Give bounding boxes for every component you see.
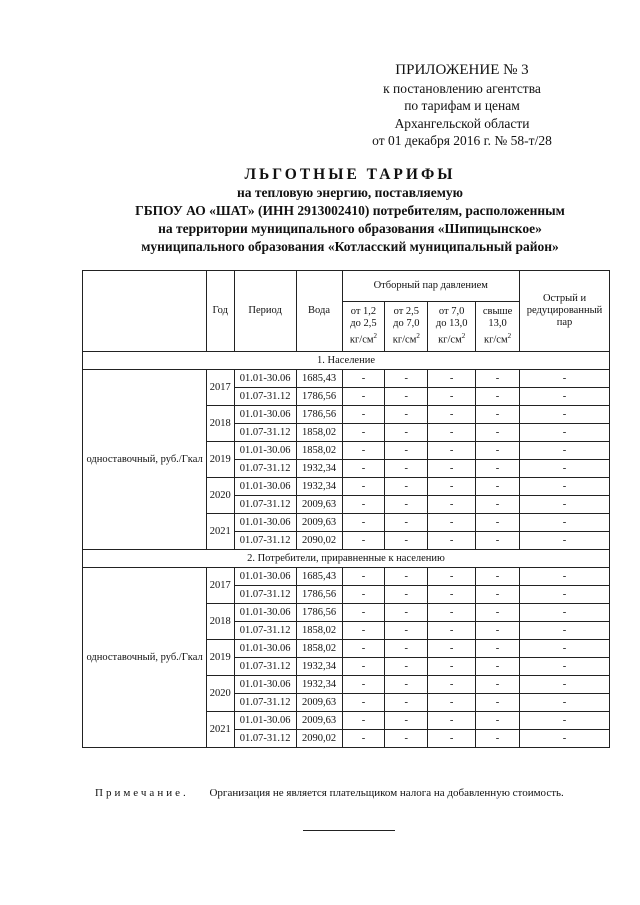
dash-cell: - bbox=[520, 640, 610, 658]
dash-cell: - bbox=[520, 532, 610, 550]
dash-cell: - bbox=[476, 406, 520, 424]
period-cell: 01.07-31.12 bbox=[234, 532, 296, 550]
table-header bbox=[83, 271, 610, 352]
section-row bbox=[83, 550, 610, 568]
water-tariff-cell: 2009,63 bbox=[296, 514, 342, 532]
period-cell: 01.07-31.12 bbox=[234, 424, 296, 442]
water-tariff-cell: 2090,02 bbox=[296, 532, 342, 550]
dash-cell: - bbox=[476, 460, 520, 478]
water-tariff-cell: 1932,34 bbox=[296, 658, 342, 676]
period-cell: 01.01-30.06 bbox=[234, 712, 296, 730]
header-steam: Отборный пар давлением bbox=[342, 271, 520, 302]
dash-cell: - bbox=[342, 442, 385, 460]
dash-cell: - bbox=[520, 658, 610, 676]
dash-cell: - bbox=[520, 388, 610, 406]
dash-cell: - bbox=[520, 424, 610, 442]
dash-cell: - bbox=[342, 406, 385, 424]
appendix-line: по тарифам и ценам bbox=[404, 98, 520, 113]
dash-cell: - bbox=[342, 388, 385, 406]
dash-cell: - bbox=[428, 622, 476, 640]
section-title: 1. Население bbox=[83, 352, 610, 370]
period-cell: 01.07-31.12 bbox=[234, 694, 296, 712]
period-cell: 01.01-30.06 bbox=[234, 640, 296, 658]
section-row bbox=[83, 352, 610, 370]
period-cell: 01.07-31.12 bbox=[234, 658, 296, 676]
water-tariff-cell: 1858,02 bbox=[296, 424, 342, 442]
dash-cell: - bbox=[428, 658, 476, 676]
dash-cell: - bbox=[342, 370, 385, 388]
dash-cell: - bbox=[476, 712, 520, 730]
header-pressure-4: свыше 13,0 $кг/см^2$ bbox=[476, 302, 520, 352]
year-cell: 2018 bbox=[206, 406, 234, 442]
dash-cell: - bbox=[520, 676, 610, 694]
dash-cell: - bbox=[520, 514, 610, 532]
dash-cell: - bbox=[520, 370, 610, 388]
appendix-line: Архангельской области bbox=[394, 115, 530, 131]
consumer-type: одноставочный, руб./Гкал bbox=[83, 568, 207, 748]
dash-cell: - bbox=[385, 496, 428, 514]
dash-cell: - bbox=[428, 388, 476, 406]
dash-cell: - bbox=[476, 622, 520, 640]
dash-cell: - bbox=[342, 424, 385, 442]
dash-cell: - bbox=[520, 406, 610, 424]
dash-cell: - bbox=[342, 568, 385, 586]
water-tariff-cell: 1858,02 bbox=[296, 640, 342, 658]
dash-cell: - bbox=[428, 676, 476, 694]
dash-cell: - bbox=[385, 604, 428, 622]
dash-cell: - bbox=[520, 712, 610, 730]
tariff-table bbox=[82, 270, 610, 748]
dash-cell: - bbox=[428, 370, 476, 388]
period-cell: 01.01-30.06 bbox=[234, 370, 296, 388]
dash-cell: - bbox=[385, 712, 428, 730]
title-line: муниципального образования «Котласский муниципальный район» bbox=[141, 239, 559, 254]
dash-cell: - bbox=[476, 586, 520, 604]
dash-cell: - bbox=[428, 640, 476, 658]
dash-cell: - bbox=[342, 730, 385, 748]
dash-cell: - bbox=[520, 622, 610, 640]
period-cell: 01.07-31.12 bbox=[234, 460, 296, 478]
period-cell: 01.07-31.12 bbox=[234, 388, 296, 406]
water-tariff-cell: 1786,56 bbox=[296, 388, 342, 406]
water-tariff-cell: 1685,43 bbox=[296, 370, 342, 388]
dash-cell: - bbox=[428, 694, 476, 712]
dash-cell: - bbox=[520, 694, 610, 712]
dash-cell: - bbox=[385, 424, 428, 442]
dash-cell: - bbox=[342, 496, 385, 514]
dash-cell: - bbox=[520, 586, 610, 604]
dash-cell: - bbox=[428, 568, 476, 586]
water-tariff-cell: 2090,02 bbox=[296, 730, 342, 748]
year-cell: 2020 bbox=[206, 676, 234, 712]
dash-cell: - bbox=[385, 406, 428, 424]
note bbox=[95, 787, 564, 799]
separator-line bbox=[303, 830, 395, 831]
dash-cell: - bbox=[520, 604, 610, 622]
title-main: ЛЬГОТНЫЕ ТАРИФЫ bbox=[244, 166, 456, 183]
water-tariff-cell: 1858,02 bbox=[296, 622, 342, 640]
title-line: на тепловую энергию, поставляемую bbox=[237, 185, 463, 200]
header-pressure-2: от 2,5 до 7,0 $кг/см^2$ bbox=[385, 302, 428, 352]
year-cell: 2020 bbox=[206, 478, 234, 514]
section-title: 2. Потребители, приравненные к населению bbox=[83, 550, 610, 568]
dash-cell: - bbox=[476, 370, 520, 388]
dash-cell: - bbox=[385, 370, 428, 388]
year-cell: 2019 bbox=[206, 640, 234, 676]
dash-cell: - bbox=[385, 586, 428, 604]
header-pressure-1: от 1,2 до 2,5 $кг/см^2$ bbox=[342, 302, 385, 352]
dash-cell: - bbox=[476, 496, 520, 514]
dash-cell: - bbox=[385, 676, 428, 694]
year-cell: 2018 bbox=[206, 604, 234, 640]
dash-cell: - bbox=[428, 460, 476, 478]
dash-cell: - bbox=[520, 460, 610, 478]
dash-cell: - bbox=[385, 640, 428, 658]
period-cell: 01.01-30.06 bbox=[234, 676, 296, 694]
header-pressure-3: от 7,0 до 13,0 $кг/см^2$ bbox=[428, 302, 476, 352]
water-tariff-cell: 1932,34 bbox=[296, 460, 342, 478]
appendix-line: от 01 декабря 2016 г. № 58-т/28 bbox=[372, 133, 552, 148]
header-year: Год bbox=[206, 271, 234, 352]
dash-cell: - bbox=[385, 478, 428, 496]
header-period: Период bbox=[234, 271, 296, 352]
year-cell: 2019 bbox=[206, 442, 234, 478]
water-tariff-cell: 1932,34 bbox=[296, 478, 342, 496]
water-tariff-cell: 1786,56 bbox=[296, 406, 342, 424]
dash-cell: - bbox=[385, 442, 428, 460]
dash-cell: - bbox=[476, 604, 520, 622]
dash-cell: - bbox=[428, 514, 476, 532]
dash-cell: - bbox=[385, 730, 428, 748]
water-tariff-cell: 1858,02 bbox=[296, 442, 342, 460]
table-body bbox=[83, 352, 610, 748]
water-tariff-cell: 1685,43 bbox=[296, 568, 342, 586]
dash-cell: - bbox=[476, 478, 520, 496]
year-cell: 2017 bbox=[206, 568, 234, 604]
table-row bbox=[83, 370, 610, 388]
period-cell: 01.01-30.06 bbox=[234, 406, 296, 424]
dash-cell: - bbox=[520, 442, 610, 460]
dash-cell: - bbox=[385, 568, 428, 586]
dash-cell: - bbox=[476, 532, 520, 550]
dash-cell: - bbox=[476, 658, 520, 676]
dash-cell: - bbox=[385, 658, 428, 676]
dash-cell: - bbox=[476, 694, 520, 712]
appendix-line: к постановлению агентства bbox=[383, 80, 541, 96]
period-cell: 01.01-30.06 bbox=[234, 514, 296, 532]
dash-cell: - bbox=[428, 406, 476, 424]
dash-cell: - bbox=[476, 730, 520, 748]
dash-cell: - bbox=[342, 712, 385, 730]
dash-cell: - bbox=[342, 514, 385, 532]
title-line: ГБПОУ АО «ШАТ» (ИНН 2913002410) потребителям, расположенным bbox=[135, 203, 565, 218]
dash-cell: - bbox=[428, 424, 476, 442]
dash-cell: - bbox=[428, 586, 476, 604]
dash-cell: - bbox=[520, 730, 610, 748]
header-sharp-steam: Острый и редуцированный пар bbox=[520, 271, 610, 352]
water-tariff-cell: 1786,56 bbox=[296, 586, 342, 604]
note-text: Организация не является плательщиком налога на добавленную стоимость. bbox=[209, 787, 564, 799]
document-title bbox=[70, 166, 630, 256]
note-label: Примечание. bbox=[95, 787, 189, 799]
dash-cell: - bbox=[428, 730, 476, 748]
dash-cell: - bbox=[385, 622, 428, 640]
dash-cell: - bbox=[476, 514, 520, 532]
dash-cell: - bbox=[385, 460, 428, 478]
dash-cell: - bbox=[342, 478, 385, 496]
dash-cell: - bbox=[476, 568, 520, 586]
dash-cell: - bbox=[385, 694, 428, 712]
dash-cell: - bbox=[476, 442, 520, 460]
period-cell: 01.07-31.12 bbox=[234, 622, 296, 640]
dash-cell: - bbox=[342, 586, 385, 604]
dash-cell: - bbox=[385, 388, 428, 406]
header-blank bbox=[83, 271, 207, 352]
year-cell: 2021 bbox=[206, 514, 234, 550]
dash-cell: - bbox=[476, 424, 520, 442]
period-cell: 01.07-31.12 bbox=[234, 496, 296, 514]
year-cell: 2021 bbox=[206, 712, 234, 748]
dash-cell: - bbox=[428, 604, 476, 622]
appendix-number: ПРИЛОЖЕНИЕ № 3 bbox=[395, 62, 529, 78]
dash-cell: - bbox=[428, 442, 476, 460]
dash-cell: - bbox=[520, 478, 610, 496]
dash-cell: - bbox=[520, 568, 610, 586]
dash-cell: - bbox=[385, 532, 428, 550]
dash-cell: - bbox=[342, 640, 385, 658]
title-line: на территории муниципального образования «Шипицынское» bbox=[158, 221, 542, 236]
dash-cell: - bbox=[520, 496, 610, 514]
dash-cell: - bbox=[342, 622, 385, 640]
appendix-block bbox=[342, 62, 582, 150]
water-tariff-cell: 1786,56 bbox=[296, 604, 342, 622]
dash-cell: - bbox=[342, 676, 385, 694]
dash-cell: - bbox=[428, 532, 476, 550]
water-tariff-cell: 2009,63 bbox=[296, 694, 342, 712]
dash-cell: - bbox=[428, 496, 476, 514]
water-tariff-cell: 2009,63 bbox=[296, 712, 342, 730]
table-row bbox=[83, 568, 610, 586]
dash-cell: - bbox=[342, 460, 385, 478]
period-cell: 01.01-30.06 bbox=[234, 442, 296, 460]
dash-cell: - bbox=[476, 676, 520, 694]
dash-cell: - bbox=[385, 514, 428, 532]
dash-cell: - bbox=[342, 532, 385, 550]
dash-cell: - bbox=[476, 388, 520, 406]
period-cell: 01.01-30.06 bbox=[234, 478, 296, 496]
period-cell: 01.01-30.06 bbox=[234, 604, 296, 622]
dash-cell: - bbox=[476, 640, 520, 658]
water-tariff-cell: 2009,63 bbox=[296, 496, 342, 514]
dash-cell: - bbox=[342, 604, 385, 622]
dash-cell: - bbox=[342, 658, 385, 676]
dash-cell: - bbox=[428, 712, 476, 730]
dash-cell: - bbox=[428, 478, 476, 496]
dash-cell: - bbox=[342, 694, 385, 712]
water-tariff-cell: 1932,34 bbox=[296, 676, 342, 694]
year-cell: 2017 bbox=[206, 370, 234, 406]
consumer-type: одноставочный, руб./Гкал bbox=[83, 370, 207, 550]
period-cell: 01.01-30.06 bbox=[234, 568, 296, 586]
header-water: Вода bbox=[296, 271, 342, 352]
period-cell: 01.07-31.12 bbox=[234, 730, 296, 748]
period-cell: 01.07-31.12 bbox=[234, 586, 296, 604]
